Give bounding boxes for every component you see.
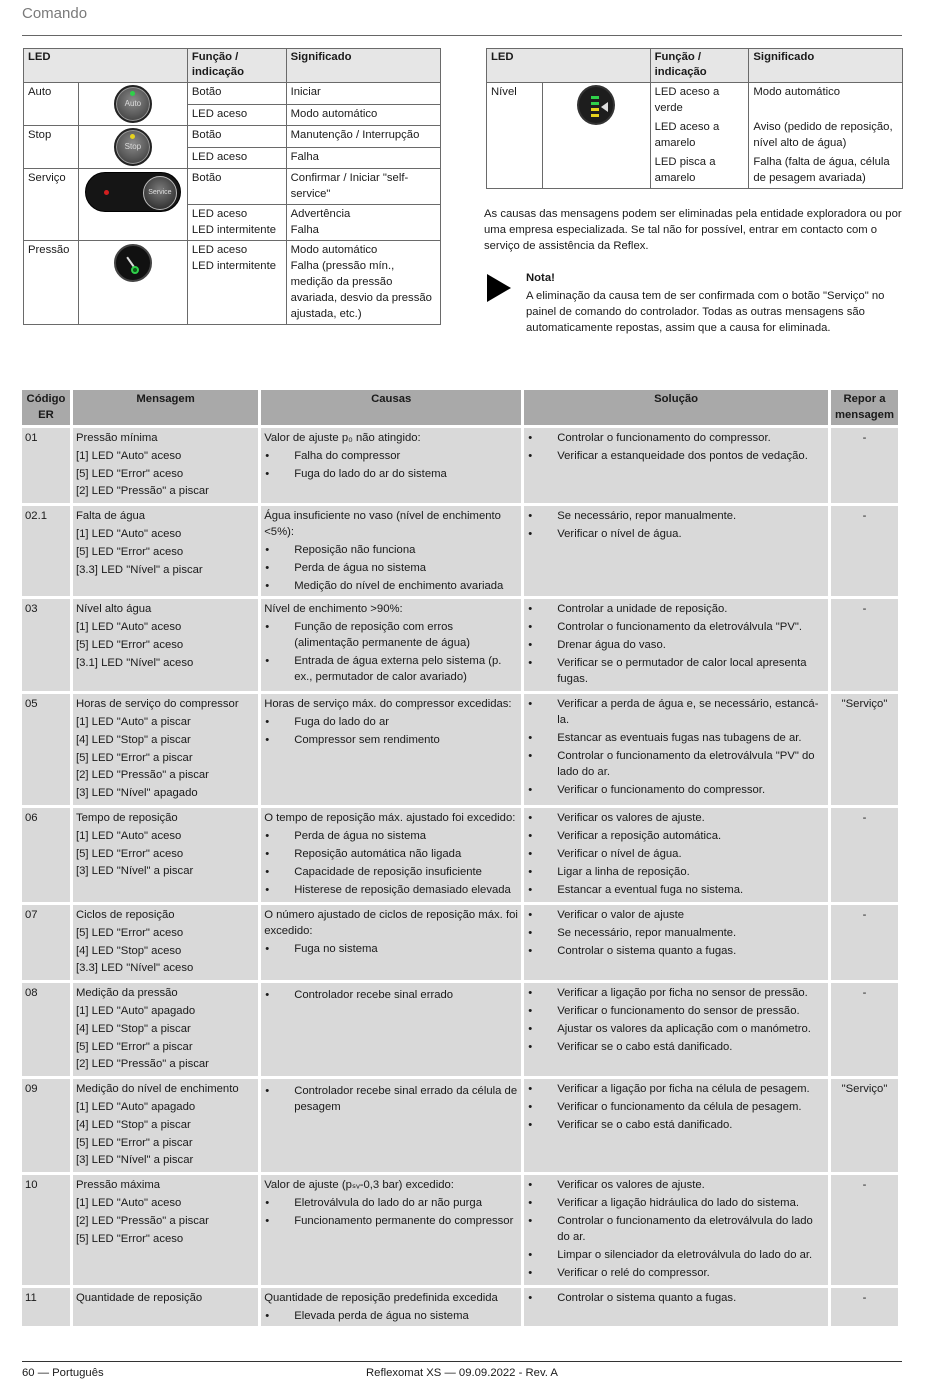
message-line: [1] LED "Auto" aceso (75, 449, 182, 462)
error-code-cell: 07 (22, 905, 70, 980)
message-line: [2] LED "Pressão" a piscar (75, 485, 209, 498)
level-indicator-icon (577, 85, 615, 125)
solution-item: • Se necessário, repor manualmente. (527, 508, 825, 524)
meaning-cell: Falha (286, 147, 440, 169)
footer-divider (22, 1361, 902, 1362)
cause-item: • Fuga no sistema (264, 941, 518, 957)
solution-item: • Drenar água do vaso. (527, 637, 825, 653)
causes-cell (261, 1175, 521, 1285)
intro-paragraph: As causas das mensagens podem ser eliminadas pela entidade exploradora ou por uma empresa especializada. Se tal não for possível, entrar em contacto com o serviço de assistência da Reflex. (484, 208, 902, 252)
stop-button-icon (114, 128, 152, 166)
cause-item: • Reposição automática não ligada (264, 846, 518, 862)
led-name-pressao: Pressão (24, 241, 79, 325)
meaning-cell: Modo automático (286, 104, 440, 126)
table-row (22, 428, 898, 503)
service-button-icon (85, 172, 181, 212)
solution-item: • Verificar se o permutador de calor local apresenta fugas. (527, 655, 825, 687)
message-line: Quantidade de reposição (75, 1292, 203, 1305)
cause-intro: Nível de enchimento >90%: (264, 603, 403, 616)
auto-icon-label: Auto (124, 99, 142, 108)
message-line: [2] LED "Pressão" a piscar (75, 769, 209, 782)
led-header: LED (487, 49, 651, 83)
solution-item: • Verificar o funcionamento do sensor de pressão. (527, 1003, 825, 1019)
cause-item: • Perda de água no sistema (264, 828, 518, 844)
message-line: [3] LED "Nível" apagado (75, 787, 198, 800)
solution-cell (524, 506, 828, 596)
message-cell (73, 428, 258, 503)
code-header: Código ER (22, 390, 70, 425)
message-line: [4] LED "Stop" a piscar (75, 1118, 191, 1131)
cause-item: • Perda de água no sistema (264, 560, 518, 576)
solution-item: • Verificar a perda de água e, se necessário, estancá-la. (527, 696, 825, 728)
reset-cell: "Serviço" (831, 1079, 898, 1172)
solution-item: • Verificar o nível de água. (527, 526, 825, 542)
solution-item: • Verificar o funcionamento da célula de pesagem. (527, 1099, 825, 1115)
table-row (22, 808, 898, 902)
cause-item: • Compressor sem rendimento (264, 732, 518, 748)
error-code-table (19, 387, 901, 1329)
message-line: [4] LED "Stop" aceso (75, 944, 182, 957)
table-row (22, 905, 898, 980)
message-line: [2] LED "Pressão" a piscar (75, 1058, 209, 1071)
cause-item: • Capacidade de reposição insuficiente (264, 864, 518, 880)
solution-item: • Controlar o funcionamento do compressor. (527, 430, 825, 446)
table-row (22, 1079, 898, 1172)
solution-cell (524, 599, 828, 691)
solution-cell (524, 983, 828, 1076)
solution-item: • Ligar a linha de reposição. (527, 864, 825, 880)
solution-cell (524, 428, 828, 503)
function-cell: LED aceso LED intermitente (187, 241, 286, 325)
message-cell (73, 1175, 258, 1285)
message-line: [4] LED "Stop" a piscar (75, 1022, 191, 1035)
message-cell (73, 983, 258, 1076)
error-code-cell: 01 (22, 428, 70, 503)
message-line: [5] LED "Error" aceso (75, 847, 184, 860)
message-cell (73, 694, 258, 805)
function-header: Função / indicação (187, 49, 286, 83)
cause-item: • Reposição não funciona (264, 542, 518, 558)
causes-cell (261, 1288, 521, 1326)
reset-cell: - (831, 599, 898, 691)
reset-cell: - (831, 506, 898, 596)
led-header: LED (24, 49, 188, 83)
table-row (22, 1288, 898, 1326)
message-line: [2] LED "Pressão" a piscar (75, 1214, 209, 1227)
meaning-cell: Iniciar (286, 83, 440, 105)
solution-cell (524, 808, 828, 902)
footer-page-number: 60 — Português (22, 1367, 104, 1379)
message-line: [3.1] LED "Nível" aceso (75, 656, 194, 669)
message-line: [1] LED "Auto" aceso (75, 1196, 182, 1209)
function-cell: LED aceso LED intermitente (187, 205, 286, 241)
message-line: [5] LED "Error" aceso (75, 467, 184, 480)
message-line: [5] LED "Error" a piscar (75, 1040, 193, 1053)
function-cell: LED aceso (187, 147, 286, 169)
error-code-cell: 09 (22, 1079, 70, 1172)
error-code-cell: 02.1 (22, 506, 70, 596)
solution-item: • Verificar o valor de ajuste (527, 907, 825, 923)
message-line: [5] LED "Error" a piscar (75, 1136, 193, 1149)
meaning-cell: Confirmar / Iniciar "self-service" (286, 169, 440, 205)
reset-cell: - (831, 808, 898, 902)
message-cell (73, 506, 258, 596)
cause-item: • Entrada de água externa pelo sistema (p. ex., permutador de calor avariado) (264, 653, 518, 685)
solution-item: • Verificar o relé do compressor. (527, 1265, 825, 1281)
causes-cell (261, 506, 521, 596)
causes-header: Causas (261, 390, 521, 425)
solution-item: • Verificar a ligação hidráulica do lado do sistema. (527, 1195, 825, 1211)
message-cell (73, 1079, 258, 1172)
message-line: Pressão máxima (75, 1179, 161, 1192)
function-cell: LED aceso a amarelo (650, 118, 749, 153)
message-cell (73, 599, 258, 691)
message-line: [5] LED "Error" aceso (75, 545, 184, 558)
table-row (22, 694, 898, 805)
meaning-cell: Falha (falta de água, célula de pesagem avariada) (749, 153, 903, 189)
meaning-cell: Modo automático (749, 83, 903, 119)
message-line: Horas de serviço do compressor (75, 698, 239, 711)
message-line: [5] LED "Error" aceso (75, 638, 184, 651)
cause-intro: Quantidade de reposição predefinida excedida (264, 1292, 498, 1305)
message-cell (73, 808, 258, 902)
solution-header: Solução (524, 390, 828, 425)
error-code-cell: 06 (22, 808, 70, 902)
causes-cell (261, 599, 521, 691)
cause-item: • Controlador recebe sinal errado da célula de pesagem (264, 1083, 518, 1115)
header-divider (22, 35, 902, 36)
solution-item: • Controlar o sistema quanto a fugas. (527, 1290, 825, 1306)
note-text: A eliminação da causa tem de ser confirmada com o botão "Serviço" no painel de comando do controlador. Todas as outras mensagens são automaticamente repostas, assim que a causa for eliminada. (526, 290, 885, 334)
solution-item: • Verificar a reposição automática. (527, 828, 825, 844)
reset-cell: "Serviço" (831, 694, 898, 805)
message-line: [1] LED "Auto" a piscar (75, 715, 191, 728)
solution-item: • Verificar se o cabo está danificado. (527, 1117, 825, 1133)
red-led-icon (104, 190, 109, 195)
solution-item: • Estancar as eventuais fugas nas tubagens de ar. (527, 730, 825, 746)
led-name-stop: Stop (24, 126, 79, 169)
function-cell: Botão (187, 126, 286, 148)
solution-item: • Se necessário, repor manualmente. (527, 925, 825, 941)
message-cell (73, 1288, 258, 1326)
pressure-gauge-icon (114, 244, 152, 282)
meaning-header: Significado (286, 49, 440, 83)
causes-cell (261, 1079, 521, 1172)
solution-cell (524, 694, 828, 805)
message-line: [3] LED "Nível" a piscar (75, 865, 194, 878)
table-row (22, 983, 898, 1076)
message-line: Falta de água (75, 510, 146, 523)
message-line: [5] LED "Error" aceso (75, 1232, 184, 1245)
function-cell: LED aceso a verde (650, 83, 749, 119)
led-name-auto: Auto (24, 83, 79, 126)
cause-intro: O número ajustado de ciclos de reposição máx. foi excedido: (264, 908, 518, 937)
table-row (22, 1175, 898, 1285)
solution-item: • Estancar a eventual fuga no sistema. (527, 882, 825, 898)
reset-cell: - (831, 428, 898, 503)
cause-item: • Fuga do lado do ar (264, 714, 518, 730)
cause-intro: Valor de ajuste (pₛᵥ-0,3 bar) excedido: (264, 1179, 454, 1192)
reset-cell: - (831, 983, 898, 1076)
causes-cell (261, 905, 521, 980)
cause-intro: Água insuficiente no vaso (nível de enchimento <5%): (264, 510, 501, 539)
message-line: [5] LED "Error" aceso (75, 926, 184, 939)
message-line: Ciclos de reposição (75, 908, 175, 921)
message-line: Medição da pressão (75, 987, 178, 1000)
solution-item: • Controlar a unidade de reposição. (527, 601, 825, 617)
meaning-header: Significado (749, 49, 903, 83)
message-line: [1] LED "Auto" aceso (75, 527, 182, 540)
cause-item: • Elevada perda de água no sistema (264, 1308, 518, 1324)
message-line: Tempo de reposição (75, 811, 178, 824)
causes-cell (261, 428, 521, 503)
cause-intro: Horas de serviço máx. do compressor excedidas: (264, 698, 512, 711)
meaning-cell: Aviso (pedido de reposição, nível alto de água) (749, 118, 903, 153)
solution-item: • Controlar o funcionamento da eletroválvula "PV". (527, 619, 825, 635)
solution-item: • Verificar a ligação por ficha na célula de pesagem. (527, 1081, 825, 1097)
cause-item: • Fuga do lado do ar do sistema (264, 466, 518, 482)
reset-cell: - (831, 1175, 898, 1285)
message-line: Pressão mínima (75, 432, 158, 444)
solution-item: • Verificar o nível de água. (527, 846, 825, 862)
solution-item: • Ajustar os valores da aplicação com o manómetro. (527, 1021, 825, 1037)
function-cell: Botão (187, 83, 286, 105)
message-line: [1] LED "Auto" apagado (75, 1004, 196, 1017)
message-line: [1] LED "Auto" aceso (75, 620, 182, 633)
cause-item: • Funcionamento permanente do compressor (264, 1213, 518, 1229)
meaning-cell: Manutenção / Interrupção (286, 126, 440, 148)
error-code-cell: 03 (22, 599, 70, 691)
auto-button-icon (114, 85, 152, 123)
solution-item: • Verificar a ligação por ficha no sensor de pressão. (527, 985, 825, 1001)
cause-intro: Valor de ajuste p₀ não atingido: (264, 432, 421, 444)
solution-item: • Controlar o funcionamento da eletroválvula do lado do ar. (527, 1213, 825, 1245)
service-icon-label: Service (143, 176, 177, 210)
message-line: Nível alto água (75, 603, 152, 616)
message-cell (73, 905, 258, 980)
table-row (22, 599, 898, 691)
solution-item: • Verificar os valores de ajuste. (527, 1177, 825, 1193)
cause-item: • Controlador recebe sinal errado (264, 987, 518, 1003)
cause-item: • Função de reposição com erros (alimentação permanente de água) (264, 619, 518, 651)
note-arrow-icon (487, 274, 511, 302)
error-code-cell: 11 (22, 1288, 70, 1326)
note-title: Nota! (526, 272, 555, 284)
stop-icon-label: Stop (124, 142, 142, 151)
reset-cell: - (831, 905, 898, 980)
reset-cell: - (831, 1288, 898, 1326)
solution-item: • Verificar a estanqueidade dos pontos de vedação. (527, 448, 825, 464)
message-line: [1] LED "Auto" aceso (75, 829, 182, 842)
table-row (22, 506, 898, 596)
page-header-title: Comando (22, 5, 88, 22)
cause-item: • Histerese de reposição demasiado elevada (264, 882, 518, 898)
solution-cell (524, 905, 828, 980)
led-name-servico: Serviço (24, 169, 79, 241)
solution-item: • Verificar os valores de ajuste. (527, 810, 825, 826)
cause-item: • Medição do nível de enchimento avariada (264, 578, 518, 594)
cause-item: • Falha do compressor (264, 448, 518, 464)
footer-document-info: Reflexomat XS — 09.09.2022 - Rev. A (366, 1367, 558, 1379)
function-header: Função / indicação (650, 49, 749, 83)
error-code-cell: 10 (22, 1175, 70, 1285)
solution-cell (524, 1079, 828, 1172)
causes-cell (261, 983, 521, 1076)
solution-item: • Limpar o silenciador da eletroválvula do lado do ar. (527, 1247, 825, 1263)
function-cell: LED aceso (187, 104, 286, 126)
solution-item: • Verificar o funcionamento do compressor. (527, 782, 825, 798)
solution-item: • Controlar o funcionamento da eletroválvula "PV" do lado do ar. (527, 748, 825, 780)
message-line: [3] LED "Nível" a piscar (75, 1154, 194, 1167)
message-line: [3.3] LED "Nível" aceso (75, 962, 194, 975)
solution-cell (524, 1175, 828, 1285)
meaning-cell: Modo automático Falha (pressão mín., medição da pressão avariada, desvio da pressão ajustada, etc.) (286, 241, 440, 325)
solution-cell (524, 1288, 828, 1326)
error-code-cell: 05 (22, 694, 70, 805)
causes-cell (261, 694, 521, 805)
message-line: [4] LED "Stop" a piscar (75, 733, 191, 746)
message-line: [3.3] LED "Nível" a piscar (75, 563, 203, 576)
meaning-cell: Advertência Falha (286, 205, 440, 241)
solution-item: • Verificar se o cabo está danificado. (527, 1039, 825, 1055)
reset-header: Repor a mensagem (831, 390, 898, 425)
cause-item: • Eletroválvula do lado do ar não purga (264, 1195, 518, 1211)
causes-cell (261, 808, 521, 902)
message-line: Medição do nível de enchimento (75, 1083, 239, 1096)
message-line: [1] LED "Auto" apagado (75, 1100, 196, 1113)
message-line: [5] LED "Error" a piscar (75, 751, 193, 764)
function-cell: Botão (187, 169, 286, 205)
function-cell: LED pisca a amarelo (650, 153, 749, 189)
led-table-left (23, 48, 441, 325)
cause-intro: O tempo de reposição máx. ajustado foi excedido: (264, 811, 516, 824)
solution-item: • Controlar o sistema quanto a fugas. (527, 943, 825, 959)
message-header: Mensagem (73, 390, 258, 425)
led-name-nivel: Nível (487, 83, 543, 189)
error-code-cell: 08 (22, 983, 70, 1076)
led-table-right (486, 48, 903, 189)
